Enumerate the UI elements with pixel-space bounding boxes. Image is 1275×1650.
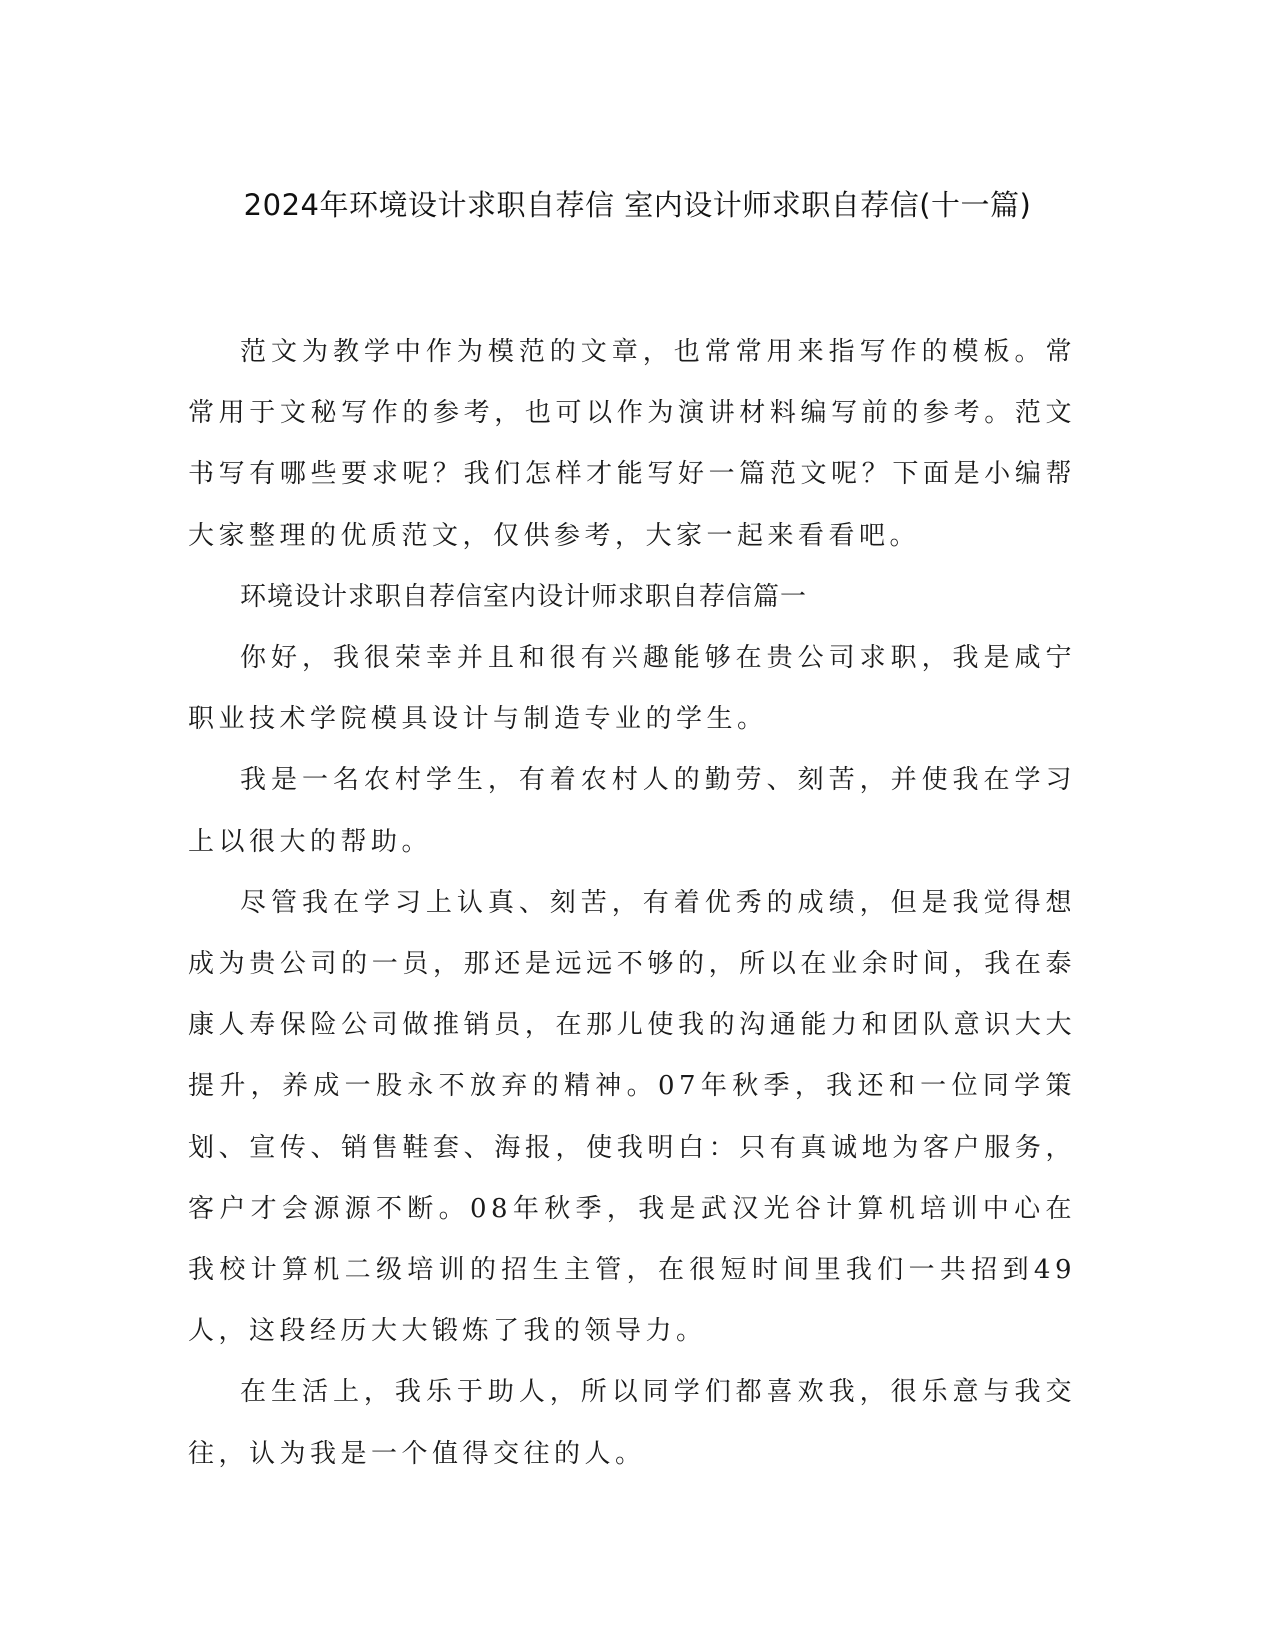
document-body	[188, 322, 1076, 1485]
document-title: 2024年环境设计求职自荐信 室内设计师求职自荐信(十一篇)	[243, 188, 1032, 222]
section-heading: 环境设计求职自荐信室内设计师求职自荐信篇一	[240, 581, 808, 612]
paragraph-experience: 尽管我在学习上认真、刻苦，有着优秀的成绩，但是我觉得想成为贵公司的一员，那还是远远不够的，所以在业余时间，我在泰康人寿保险公司做推销员，在那儿使我的沟通能力和团队意识大大提升，养成一股永不放弃的精神。07年秋季，我还和一位同学策划、宣传、销售鞋套、海报，使我明白：只有真诚地为客户服务，客户才会源源不断。08年秋季，我是武汉光谷计算机培训中心在我校计算机二级培训的招生主管，在很短时间里我们一共招到49人，这段经历大大锻炼了我的领导力。	[188, 887, 1076, 1347]
paragraph-life: 在生活上，我乐于助人，所以同学们都喜欢我，很乐意与我交往，认为我是一个值得交往的人。	[188, 1377, 1076, 1469]
paragraph-intro: 范文为教学中作为模范的文章，也常常用来指写作的模板。常常用于文秘写作的参考，也可以作为演讲材料编写前的参考。范文书写有哪些要求呢？我们怎样才能写好一篇范文呢？下面是小编帮大家整理的优质范文，仅供参考，大家一起来看看吧。	[188, 337, 1076, 551]
paragraph-background: 我是一名农村学生，有着农村人的勤劳、刻苦，并使我在学习上以很大的帮助。	[188, 765, 1076, 857]
paragraph-greeting: 你好，我很荣幸并且和很有兴趣能够在贵公司求职，我是咸宁职业技术学院模具设计与制造专业的学生。	[188, 643, 1076, 735]
